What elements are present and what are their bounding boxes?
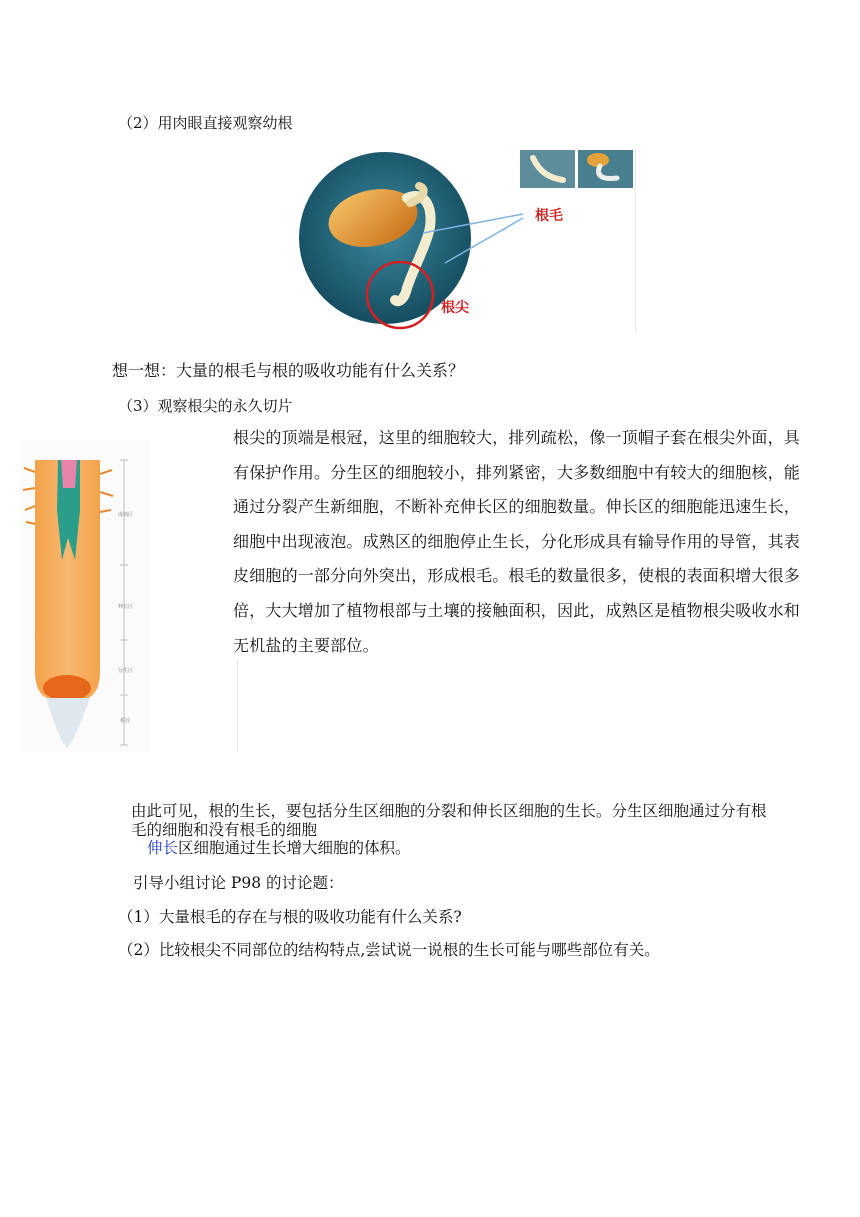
core-pink: [61, 460, 77, 488]
discussion-intro: 引导小组讨论 P98 的讨论题：: [133, 874, 344, 892]
elongation-link: 伸长: [147, 839, 179, 857]
thumbnail-1: [520, 150, 575, 188]
reflection-question: 想一想：大量的根毛与根的吸收功能有什么关系？: [112, 361, 465, 380]
discussion-question-1: （1）大量根毛的存在与根的吸收功能有什么关系?: [118, 908, 462, 926]
label-root-hair: 根毛: [535, 208, 563, 224]
meristem: [43, 675, 91, 701]
section2-heading: （2）用肉眼直接观察幼根: [118, 114, 293, 132]
root-tip-diagram: [20, 440, 150, 752]
root-tip-description: 根尖的顶端是根冠，这里的细胞较大，排列疏松，像一顶帽子套在根尖外面，具有保护作用。分生区的细胞较小，排列紧密，大多数细胞中有较大的细胞核，能通过分裂产生新细胞，不断补充伸长区的细胞数量。伸长区的细胞能迅速生长，细胞中出现液泡。成熟区的细胞停止生长，分化形成具有输导作用的导管，其表皮细胞的一部分向外突出，形成根毛。根毛的数量很多，使根的表面积增大很多倍，大大增加了植物根部与土壤的接触面积，因此，成熟区是植物根尖吸收水和无机盐的主要部位。: [233, 428, 801, 655]
discussion-question-2: （2）比较根尖不同部位的结构特点,尝试说一说根的生长可能与哪些部位有关。: [118, 941, 660, 959]
zone-label-maturation: 成熟区: [118, 512, 134, 518]
zone-label-elongation: 伸长区: [118, 604, 134, 610]
conclusion-line-3-rest: 区细胞通过生长增大细胞的体积。: [178, 839, 411, 857]
zone-label-rootcap: 根冠: [120, 718, 131, 724]
conclusion-line-3: [147, 836, 411, 858]
seedling-photo: [295, 148, 645, 333]
divider: [237, 660, 238, 752]
conclusion-line-2: 毛的细胞和没有根毛的细胞: [131, 821, 318, 839]
section3-heading: （3）观察根尖的永久切片: [118, 397, 293, 415]
conclusion-line-1: 由此可见，根的生长，要包括分生区细胞的分裂和伸长区细胞的生长。分生区细胞通过分有根: [131, 802, 767, 820]
zone-label-meristem: 分生区: [118, 668, 134, 674]
label-root-tip: 根尖: [441, 300, 469, 316]
